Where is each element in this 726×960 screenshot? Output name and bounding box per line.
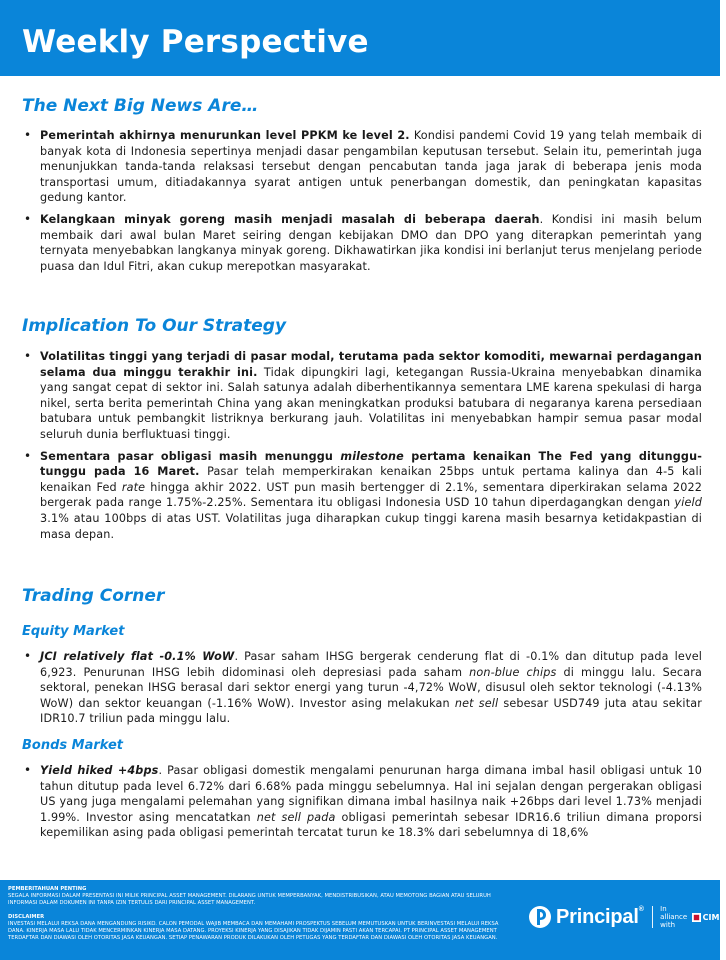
item-text: . Pasar obligasi domestik mengalami penurunan harga dimana imbal hasil obligasi untuk 10 tahun ditutup pada level 6.72% dari 6.68% pada minggu sebelumnya. Hal ini sejalan dengan pergerakan obligasi US yang juga mengalami pelemahan yang signifikan dimana imbal hasilnya naik +26bps dari level 1.73% menjadi 1.99%. Investor asing mencatatkan — [40, 764, 702, 824]
brand-lockup — [528, 902, 726, 932]
item-text: di minggu lalu. Secara sektoral, penekan IHSG berasal dari sektor energi yang turun -4,72% WoW, disusul oleh sektor teknologi (-4.13% WoW) dan sektor keuangan (-1.16% WoW). Investor asing melakukan — [40, 665, 702, 710]
disclaimer-text: INVESTASI MELALUI REKSA DANA MENGANDUNG RISIKO. CALON PEMODAL WAJIB MEMBACA DAN MEMAHAMI PROSPEKTUS SEBELUM MEMUTUSKAN UNTUK BERINVESTASI MELALUI REKSA DANA. KINERJA MASA LALU TIDAK MENCERMINKAN KINERJA MASA DATANG. PROYEKSI KINERJA YANG DISAJIKAN TIDAK DIJAMIN PASTI AKAN TERCAPAI. PT PRINCIPAL ASSET MANAGEMENT TERDAFTAR DAN DIAWASI OLEH OTORITAS JASA KEUANGAN. SETIAP PENAWARAN PRODUK DILAKUKAN OLEH PETUGAS YANG TERDAFTAR DAN DIAWASI OLEH OTORITAS JASA KEUANGAN. — [8, 921, 499, 941]
item-text-emphasis: yield — [674, 496, 702, 510]
item-text: sebesar USD749 juta atau sekitar IDR10.7 triliun pada minggu lalu. — [40, 696, 702, 726]
item-text-emphasis: net sell — [454, 696, 499, 710]
equity-list — [22, 649, 702, 727]
list-item — [22, 128, 702, 206]
list-item — [22, 449, 702, 543]
important-notice — [8, 886, 513, 907]
item-lead: Kelangkaan minyak goreng masih menjadi masalah di beberapa daerah — [40, 212, 540, 226]
list-item — [22, 649, 702, 727]
item-text-emphasis: rate — [121, 480, 146, 494]
list-item — [22, 349, 702, 443]
item-text: obligasi pemerintah sebesar IDR16.6 triliun dimana proporsi kepemilikan asing pada obligasi pemerintah tercatat turun ke 18.3% dari sebelumnya di 18,6% — [40, 810, 702, 840]
item-text: 3.1% atau 100bps di atas UST. Volatilitas juga diharapkan cukup tinggi karena masih besarnya ketidakpastian di masa depan. — [40, 511, 702, 541]
brand-divider — [652, 906, 653, 928]
item-text-emphasis: net sell pada — [256, 810, 336, 824]
subheading-equity-market: Equity Market — [22, 624, 125, 639]
principal-logo-icon — [528, 905, 552, 929]
item-text: hingga akhir 2022. UST pun masih bertengger di 2.1%, sementara diperkirakan selama 2022 bergerak pada range 1.75%-2.25%. Sementara itu obligasi Indonesia USD 10 tahun diperdagangkan dengan — [40, 480, 703, 510]
header-banner — [0, 0, 720, 76]
implication-list — [22, 349, 702, 542]
section-heading-implication: Implication To Our Strategy — [22, 316, 287, 336]
item-lead: JCI relatively flat -0.1% WoW — [40, 650, 235, 663]
page-title: Weekly Perspective — [22, 24, 369, 60]
item-lead: Yield hiked +4bps — [40, 764, 159, 777]
item-lead-emphasis: milestone — [340, 449, 404, 463]
item-lead: Volatilitas tinggi yang terjadi di pasar modal, terutama pada sektor komoditi, mewarnai perdagangan selama dua minggu terakhir ini. — [40, 350, 702, 379]
alliance-text: In alliance with — [660, 905, 688, 929]
item-text-emphasis: non-blue chips — [469, 665, 557, 679]
cimb-logo-icon — [692, 913, 701, 922]
item-lead: pertama kenaikan The Fed yang ditunggu-tunggu pada 16 Maret. — [40, 449, 702, 479]
list-item — [22, 763, 702, 841]
item-text: Pasar telah memperkirakan kenaikan 25bps untuk pertama kalinya dan 4-5 kali kenaikan Fed — [40, 465, 702, 494]
list-item — [22, 212, 702, 274]
footer — [0, 880, 726, 960]
item-text: . Pasar saham IHSG bergerak cenderung flat di -0.1% dan ditutup pada level 6,923. Penurunan IHSG lebih didominasi oleh depresiasi pada saham — [40, 650, 703, 679]
section-heading-trading-corner: Trading Corner — [22, 586, 165, 606]
item-text: . Kondisi ini masih belum membaik dari awal bulan Maret seiring dengan kebijakan DMO dan DPO yang diterapkan pemerintah yang ternyata menyebabkan langkanya minyak goreng. Dikhawatirkan jika kondisi ini berlanjut terus menjelang periode puasa dan Idul Fitri, akan cukup merepotkan masyarakat. — [40, 212, 702, 273]
next-news-list — [22, 128, 702, 274]
item-text: Kondisi pandemi Covid 19 yang telah membaik di banyak kota di Indonesia sepertinya menjadi dasar pengambilan keputusan tersebut. Selain itu, pemerintah juga menunjukkan tanda-tanda relaksasi tersebut dengan pencabutan tanda jaga jarak di beberapa jenis moda transportasi umum, ditiadakannya syarat antigen untuk penerbangan domestik, dan peningkatan kapasitas gedung kantor. — [40, 129, 702, 205]
disclaimer — [8, 914, 513, 942]
main-content — [0, 76, 720, 880]
cimb-name: CIMB — [702, 912, 726, 922]
subheading-bonds-market: Bonds Market — [22, 738, 123, 753]
item-text: Tidak dipungkiri lagi, ketegangan Russia-Ukraina menyebabkan dinamika yang sangat cepat di sektor ini. Salah satunya adalah diberhentikannya sementara LME karena spekulasi di harga nikel, serta berita pemerintah China yang akan meningkatkan produksi batubara di negaranya karena persediaan batubara untuk pembangkit listriknya berkurang jauh. Volatilitas ini menyebabkan hampir semua pasar modal seluruh dunia berfluktuasi tinggi. — [40, 365, 703, 441]
brand-name: Principal® — [556, 905, 644, 928]
disclaimer-title: DISCLAIMER — [8, 914, 45, 920]
section-heading-next-news: The Next Big News Are… — [22, 96, 259, 116]
item-lead: Pemerintah akhirnya menurunkan level PPKM ke level 2. — [40, 129, 410, 142]
bonds-list — [22, 763, 702, 841]
notice-title: PEMBERITAHUAN PENTING — [8, 886, 87, 892]
notice-text: SEGALA INFORMASI DALAM PRESENTASI INI MILIK PRINCIPAL ASSET MANAGEMENT. DILARANG UNTUK MEMPERBANYAK, MENDISTRIBUSIKAN, ATAU MEMOTONG BAGIAN ATAU SELURUH INFORMASI DALAM DOKUMEN INI TANPA IZIN TERTULIS DARI PRINCIPAL ASSET MANAGEMENT. — [8, 893, 491, 906]
item-lead: Sementara pasar obligasi masih menunggu — [40, 449, 341, 463]
